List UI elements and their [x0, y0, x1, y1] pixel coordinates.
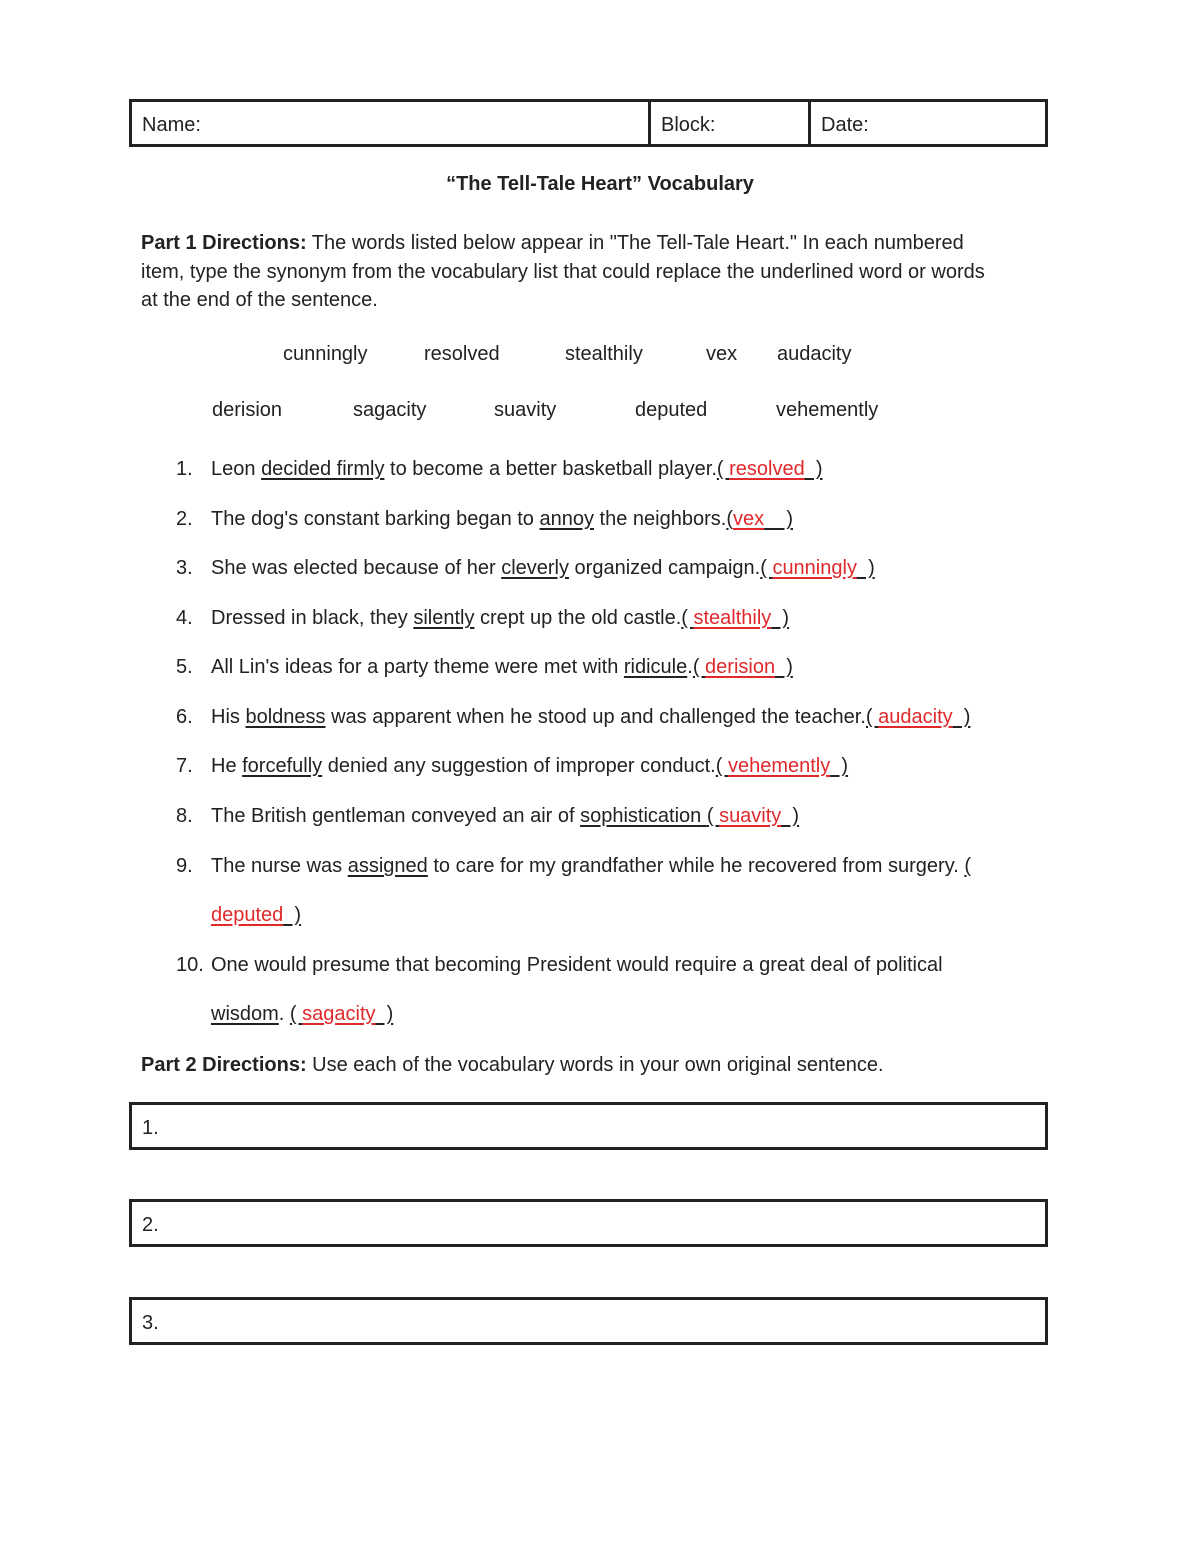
- answer-text[interactable]: audacity: [878, 706, 953, 728]
- word-bank-word: deputed: [635, 399, 708, 421]
- box-number: 1.: [142, 1117, 159, 1139]
- answer-text[interactable]: suavity: [719, 805, 782, 827]
- answer-text[interactable]: derision: [705, 656, 776, 678]
- page-title: “The Tell-Tale Heart” Vocabulary: [446, 173, 754, 195]
- word-bank-word: resolved: [424, 343, 500, 365]
- part1-heading: Part 1 Directions:: [141, 232, 307, 254]
- answer-text[interactable]: sagacity: [302, 1003, 376, 1025]
- item-sentence-continued: deputed ): [211, 904, 302, 926]
- sentence-box-1[interactable]: [129, 1102, 1048, 1150]
- word-bank-word: audacity: [777, 343, 852, 365]
- date-label: Date:: [821, 114, 869, 136]
- box-number: 2.: [142, 1214, 159, 1236]
- date-field[interactable]: [808, 102, 1045, 144]
- answer-text[interactable]: resolved: [729, 458, 805, 480]
- item-number: 5.: [176, 656, 193, 678]
- item-sentence: The nurse was assigned to care for my grandfather while he recovered from surgery. (: [211, 855, 971, 877]
- item-sentence: His boldness was apparent when he stood up and challenged the teacher.( audacity ): [211, 706, 971, 728]
- word-bank-word: stealthily: [565, 343, 643, 365]
- word-bank-word: sagacity: [353, 399, 427, 421]
- item-number: 4.: [176, 607, 193, 629]
- item-sentence: The dog's constant barking began to annoy the neighbors.(vex ): [211, 508, 794, 530]
- box-number: 3.: [142, 1312, 159, 1334]
- answer-text[interactable]: cunningly: [772, 557, 857, 579]
- block-field[interactable]: [648, 102, 808, 144]
- item-sentence: She was elected because of her cleverly organized campaign.( cunningly ): [211, 557, 875, 579]
- part1-line1: The words listed below appear in "The Tell-Tale Heart." In each numbered: [306, 232, 964, 254]
- part1-line2: item, type the synonym from the vocabulary list that could replace the underlined word or words: [141, 260, 985, 283]
- item-sentence: One would presume that becoming President would require a great deal of political: [211, 954, 943, 976]
- item-sentence: Leon decided firmly to become a better basketball player.( resolved ): [211, 458, 823, 480]
- item-number: 8.: [176, 805, 193, 827]
- item-sentence: The British gentleman conveyed an air of sophistication ( suavity ): [211, 805, 800, 827]
- answer-text[interactable]: vex: [733, 508, 765, 530]
- name-label: Name:: [142, 114, 201, 136]
- answer-text[interactable]: vehemently: [727, 755, 831, 777]
- block-label: Block:: [661, 114, 716, 136]
- item-number: 3.: [176, 557, 193, 579]
- answer-text[interactable]: stealthily: [693, 607, 772, 629]
- item-number: 2.: [176, 508, 193, 530]
- answer-text[interactable]: deputed: [211, 904, 284, 926]
- item-sentence-continued: wisdom. ( sagacity ): [211, 1003, 394, 1025]
- word-bank-word: suavity: [494, 399, 557, 421]
- word-bank-word: cunningly: [283, 343, 368, 365]
- item-sentence: All Lin's ideas for a party theme were met with ridicule.( derision ): [211, 656, 793, 678]
- part2-directions: [141, 1051, 1061, 1080]
- item-number: 9.: [176, 855, 193, 877]
- item-sentence: Dressed in black, they silently crept up the old castle.( stealthily ): [211, 607, 790, 629]
- item-number: 1.: [176, 458, 193, 480]
- word-bank-word: vehemently: [776, 399, 879, 421]
- word-bank-word: vex: [706, 343, 738, 365]
- part2-heading: Part 2 Directions:: [141, 1054, 307, 1076]
- item-number: 7.: [176, 755, 193, 777]
- sentence-box-3[interactable]: [129, 1297, 1048, 1345]
- sentence-box-2[interactable]: [129, 1199, 1048, 1247]
- part2-text: Use each of the vocabulary words in your own original sentence.: [306, 1054, 884, 1076]
- item-number: 10.: [176, 954, 204, 976]
- name-field[interactable]: [132, 102, 648, 144]
- header-table: [129, 99, 1048, 147]
- word-bank-word: derision: [212, 399, 283, 421]
- item-sentence: He forcefully denied any suggestion of improper conduct.( vehemently ): [211, 755, 849, 777]
- item-number: 6.: [176, 706, 193, 728]
- part1-line3: at the end of the sentence.: [141, 289, 378, 311]
- part1-directions: [141, 229, 1061, 315]
